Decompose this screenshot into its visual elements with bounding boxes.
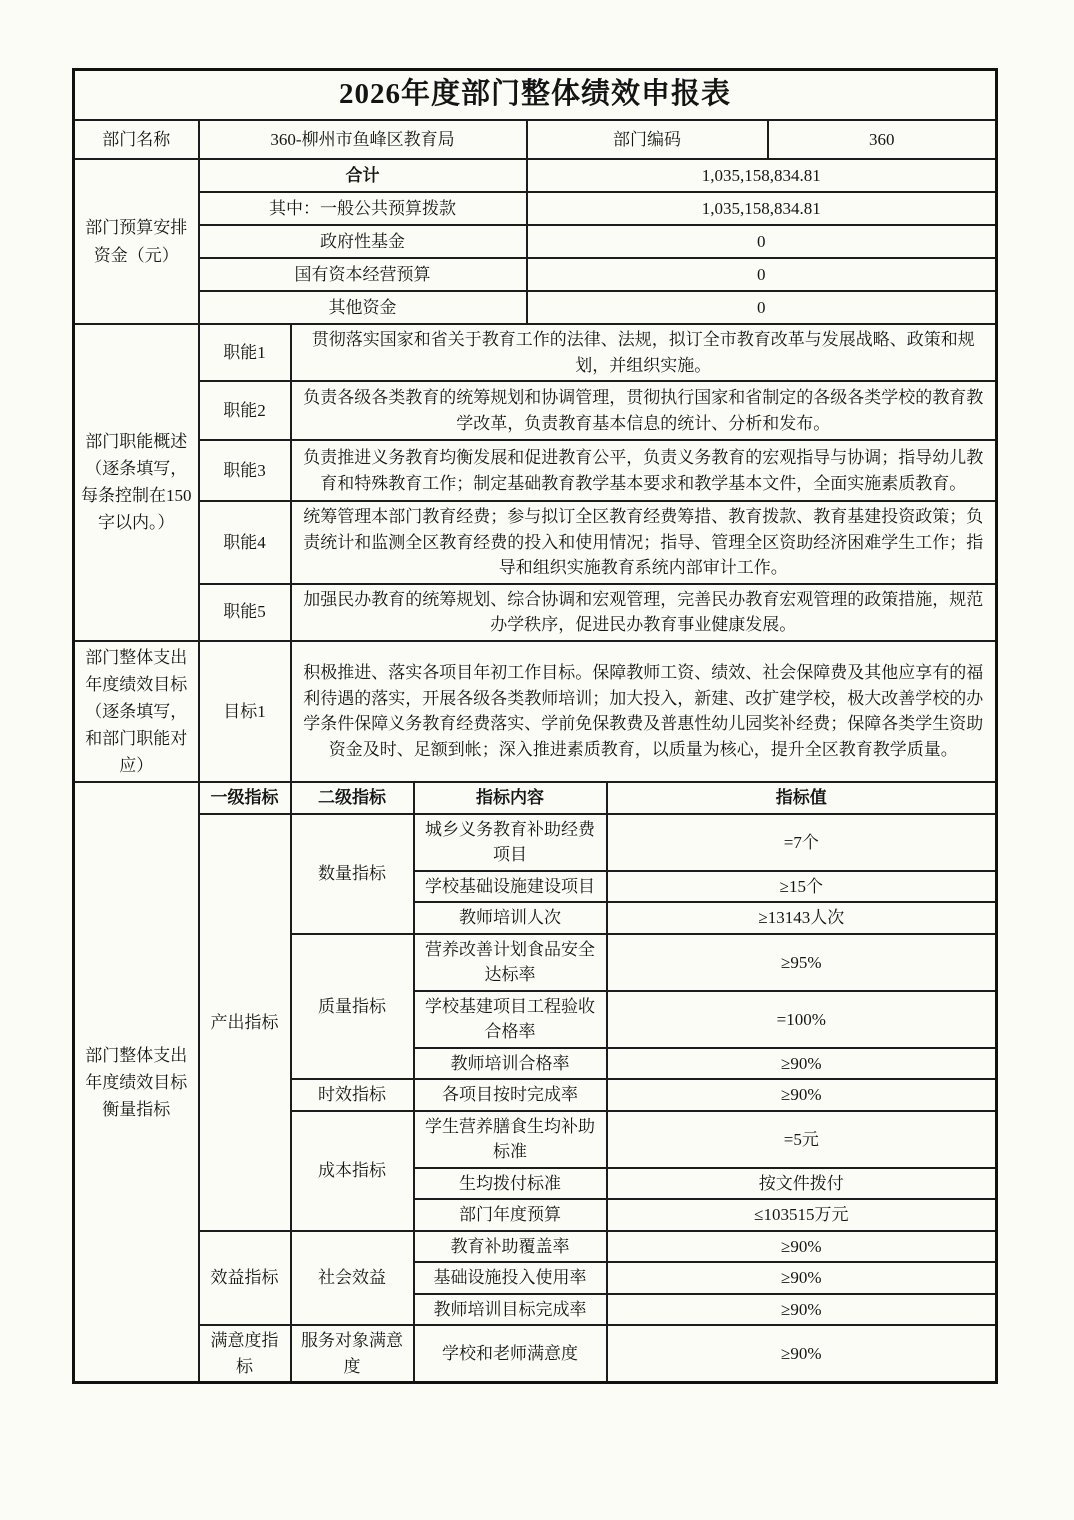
- indicator-group-quality: 质量指标: [291, 934, 414, 1080]
- indicator-group-benefit: 效益指标: [199, 1231, 291, 1326]
- budget-item-govfund-value: 0: [527, 225, 997, 258]
- indicator-content: 学校基础设施建设项目: [414, 871, 607, 903]
- indicator-content: 基础设施投入使用率: [414, 1262, 607, 1294]
- function-2-label: 职能2: [199, 381, 291, 440]
- function-4-label: 职能4: [199, 501, 291, 584]
- budget-section-label: 部门预算安排资金（元）: [74, 159, 199, 324]
- indicator-value: 按文件拨付: [607, 1168, 997, 1200]
- goal-1-label: 目标1: [199, 641, 291, 783]
- dept-name-value: 360-柳州市鱼峰区教育局: [199, 120, 527, 159]
- budget-item-statecapital-label: 国有资本经营预算: [199, 258, 527, 291]
- indicator-value: ≥15个: [607, 871, 997, 903]
- indicator-content: 教育补助覆盖率: [414, 1231, 607, 1263]
- indicator-content: 教师培训目标完成率: [414, 1294, 607, 1326]
- dept-code-value: 360: [768, 120, 997, 159]
- performance-declaration-table: [72, 68, 998, 1384]
- function-5-text: 加强民办教育的统筹规划、综合协调和宏观管理，完善民办教育宏观管理的政策措施，规范办学秩序，促进民办教育事业健康发展。: [291, 584, 997, 641]
- indicator-content: 教师培训人次: [414, 902, 607, 934]
- function-1-text: 贯彻落实国家和省关于教育工作的法律、法规，拟订全市教育改革与发展战略、政策和规划，并组织实施。: [291, 324, 997, 381]
- budget-item-govfund-label: 政府性基金: [199, 225, 527, 258]
- indicator-group-quantity: 数量指标: [291, 814, 414, 934]
- indicator-content: 部门年度预算: [414, 1199, 607, 1231]
- budget-item-total-value: 1,035,158,834.81: [527, 159, 997, 192]
- goals-section-label: 部门整体支出年度绩效目标（逐条填写，和部门职能对应）: [74, 641, 199, 783]
- indicators-header-value: 指标值: [607, 782, 997, 814]
- indicator-content: 城乡义务教育补助经费项目: [414, 814, 607, 871]
- indicator-value: ≥90%: [607, 1294, 997, 1326]
- budget-item-public-value: 1,035,158,834.81: [527, 192, 997, 225]
- indicator-value: ≥90%: [607, 1262, 997, 1294]
- indicators-header-content: 指标内容: [414, 782, 607, 814]
- indicator-value: ≥95%: [607, 934, 997, 991]
- budget-item-other-value: 0: [527, 291, 997, 324]
- function-1-label: 职能1: [199, 324, 291, 381]
- indicators-section-label: 部门整体支出年度绩效目标衡量指标: [74, 782, 199, 1383]
- budget-item-total-label: 合计: [199, 159, 527, 192]
- budget-item-statecapital-value: 0: [527, 258, 997, 291]
- indicator-content: 营养改善计划食品安全达标率: [414, 934, 607, 991]
- indicator-group-cost: 成本指标: [291, 1111, 414, 1231]
- indicator-value: ≥13143人次: [607, 902, 997, 934]
- indicator-value: ≥90%: [607, 1231, 997, 1263]
- function-2-text: 负责各级各类教育的统筹规划和协调管理，贯彻执行国家和省制定的各级各类学校的教育教学改革，负责教育基本信息的统计、分析和发布。: [291, 381, 997, 440]
- functions-section-label: 部门职能概述（逐条填写，每条控制在150字以内。）: [74, 324, 199, 641]
- function-4-text: 统筹管理本部门教育经费；参与拟订全区教育经费筹措、教育拨款、教育基建投资政策；负责统计和监测全区教育经费的投入和使用情况；指导、管理全区资助经济困难学生工作；指导和组织实施教育系统内部审计工作。: [291, 501, 997, 584]
- indicator-group-satisfaction: 满意度指标: [199, 1325, 291, 1383]
- dept-name-label: 部门名称: [74, 120, 199, 159]
- document-title: 2026年度部门整体绩效申报表: [74, 70, 997, 121]
- indicator-value: ≤103515万元: [607, 1199, 997, 1231]
- budget-item-other-label: 其他资金: [199, 291, 527, 324]
- dept-code-label: 部门编码: [527, 120, 768, 159]
- indicator-content: 生均拨付标准: [414, 1168, 607, 1200]
- indicator-group-output: 产出指标: [199, 814, 291, 1231]
- indicator-content: 学校和老师满意度: [414, 1325, 607, 1383]
- indicator-value: ≥90%: [607, 1079, 997, 1111]
- indicators-header-level1: 一级指标: [199, 782, 291, 814]
- indicator-value: =5元: [607, 1111, 997, 1168]
- indicator-content: 学校基建项目工程验收合格率: [414, 991, 607, 1048]
- indicators-header-level2: 二级指标: [291, 782, 414, 814]
- indicator-group-timeliness: 时效指标: [291, 1079, 414, 1111]
- indicator-group-social: 社会效益: [291, 1231, 414, 1326]
- goal-1-text: 积极推进、落实各项目年初工作目标。保障教师工资、绩效、社会保障费及其他应享有的福利待遇的落实，开展各级各类教师培训；加大投入，新建、改扩建学校，极大改善学校的办学条件保障义务教育经费落实、学前免保教费及普惠性幼儿园奖补经费；保障各类学生资助资金及时、足额到帐；深入推进素质教育，以质量为核心，提升全区教育教学质量。: [291, 641, 997, 783]
- indicator-content: 教师培训合格率: [414, 1048, 607, 1080]
- function-5-label: 职能5: [199, 584, 291, 641]
- budget-item-public-label: 其中：一般公共预算拨款: [199, 192, 527, 225]
- indicator-content: 学生营养膳食生均补助标准: [414, 1111, 607, 1168]
- indicator-value: =100%: [607, 991, 997, 1048]
- indicator-value: ≥90%: [607, 1325, 997, 1383]
- function-3-label: 职能3: [199, 440, 291, 501]
- indicator-content: 各项目按时完成率: [414, 1079, 607, 1111]
- indicator-value: =7个: [607, 814, 997, 871]
- function-3-text: 负责推进义务教育均衡发展和促进教育公平，负责义务教育的宏观指导与协调；指导幼儿教育和特殊教育工作；制定基础教育教学基本要求和教学基本文件，全面实施素质教育。: [291, 440, 997, 501]
- indicator-value: ≥90%: [607, 1048, 997, 1080]
- indicator-group-service-satisfaction: 服务对象满意度: [291, 1325, 414, 1383]
